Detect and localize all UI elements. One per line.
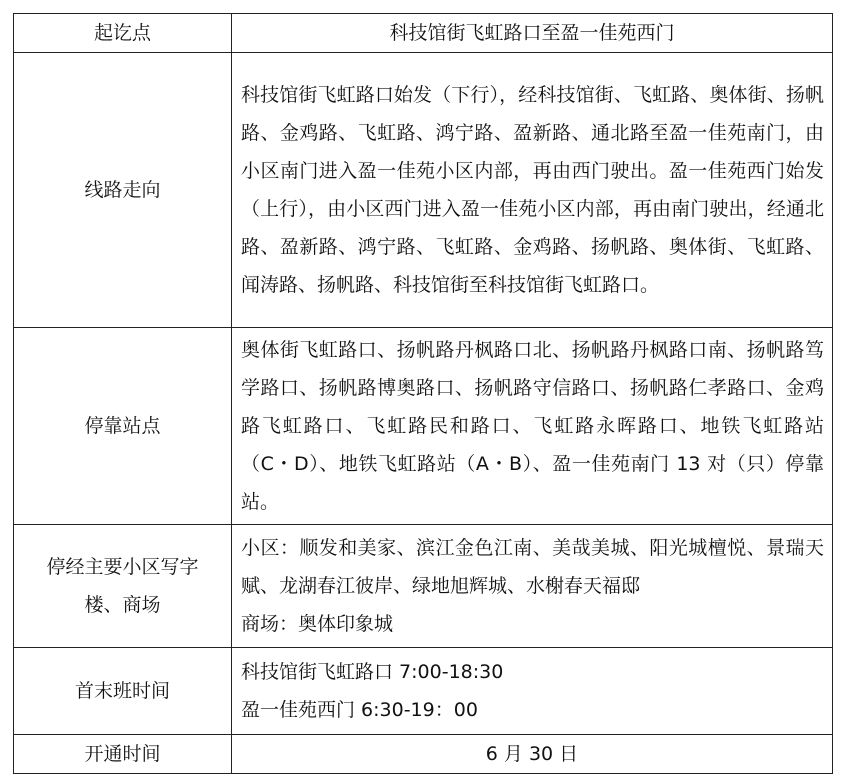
table-row-open-date <box>14 735 833 774</box>
stops-value: 奥体街飞虹路口、扬帆路丹枫路口北、扬帆路丹枫路口南、扬帆路笃学路口、扬帆路博奥路口、扬帆路守信路口、扬帆路仁孝路口、金鸡路飞虹路口、飞虹路民和路口、飞虹路永晖路口、地铁飞虹路站（C・D）、地铁飞虹路站（A・B）、盈一佳苑南门 13 对（只）停靠站。 <box>232 328 833 525</box>
areas-label-line2: 楼、商场 <box>84 594 161 616</box>
open-date-label: 开通时间 <box>14 735 232 774</box>
table-row-endpoints <box>14 14 833 53</box>
open-date-value: 6 月 30 日 <box>232 735 833 774</box>
first-last-bus-line1: 科技馆街飞虹路口 7:00-18:30 <box>241 661 504 683</box>
times-label: 首末班时间 <box>14 648 232 735</box>
table-row-times <box>14 648 833 735</box>
endpoints-value: 科技馆街飞虹路口至盈一佳苑西门 <box>232 14 833 53</box>
route-value: 科技馆街飞虹路口始发（下行），经科技馆街、飞虹路、奥体街、扬帆路、金鸡路、飞虹路、鸿宁路、盈新路、通北路至盈一佳苑南门，由小区南门进入盈一佳苑小区内部，再由西门驶出。盈一佳苑西门始发（上行），由小区西门进入盈一佳苑小区内部，再由南门驶出，经通北路、盈新路、鸿宁路、飞虹路、金鸡路、扬帆路、奥体街、飞虹路、闻涛路、扬帆路、科技馆街至科技馆街飞虹路口。 <box>232 53 833 328</box>
stops-label: 停靠站点 <box>14 328 232 525</box>
times-value <box>232 648 833 735</box>
areas-label <box>14 525 232 648</box>
mall-list: 商场：奥体印象城 <box>241 613 394 635</box>
table-row-areas <box>14 525 833 648</box>
first-last-bus-line2: 盈一佳苑西门 6:30-19：00 <box>241 699 478 721</box>
areas-value <box>232 525 833 648</box>
residential-list: 小区：顺发和美家、滨江金色江南、美哉美城、阳光城檀悦、景瑞天赋、龙湖春江彼岸、绿地旭辉城、水榭春天福邸 <box>241 537 824 597</box>
areas-label-line1: 停经主要小区写字 <box>46 556 199 578</box>
bus-route-table <box>13 13 833 774</box>
endpoints-label: 起讫点 <box>14 14 232 53</box>
table-row-route <box>14 53 833 328</box>
table-row-stops <box>14 328 833 525</box>
route-label: 线路走向 <box>14 53 232 328</box>
